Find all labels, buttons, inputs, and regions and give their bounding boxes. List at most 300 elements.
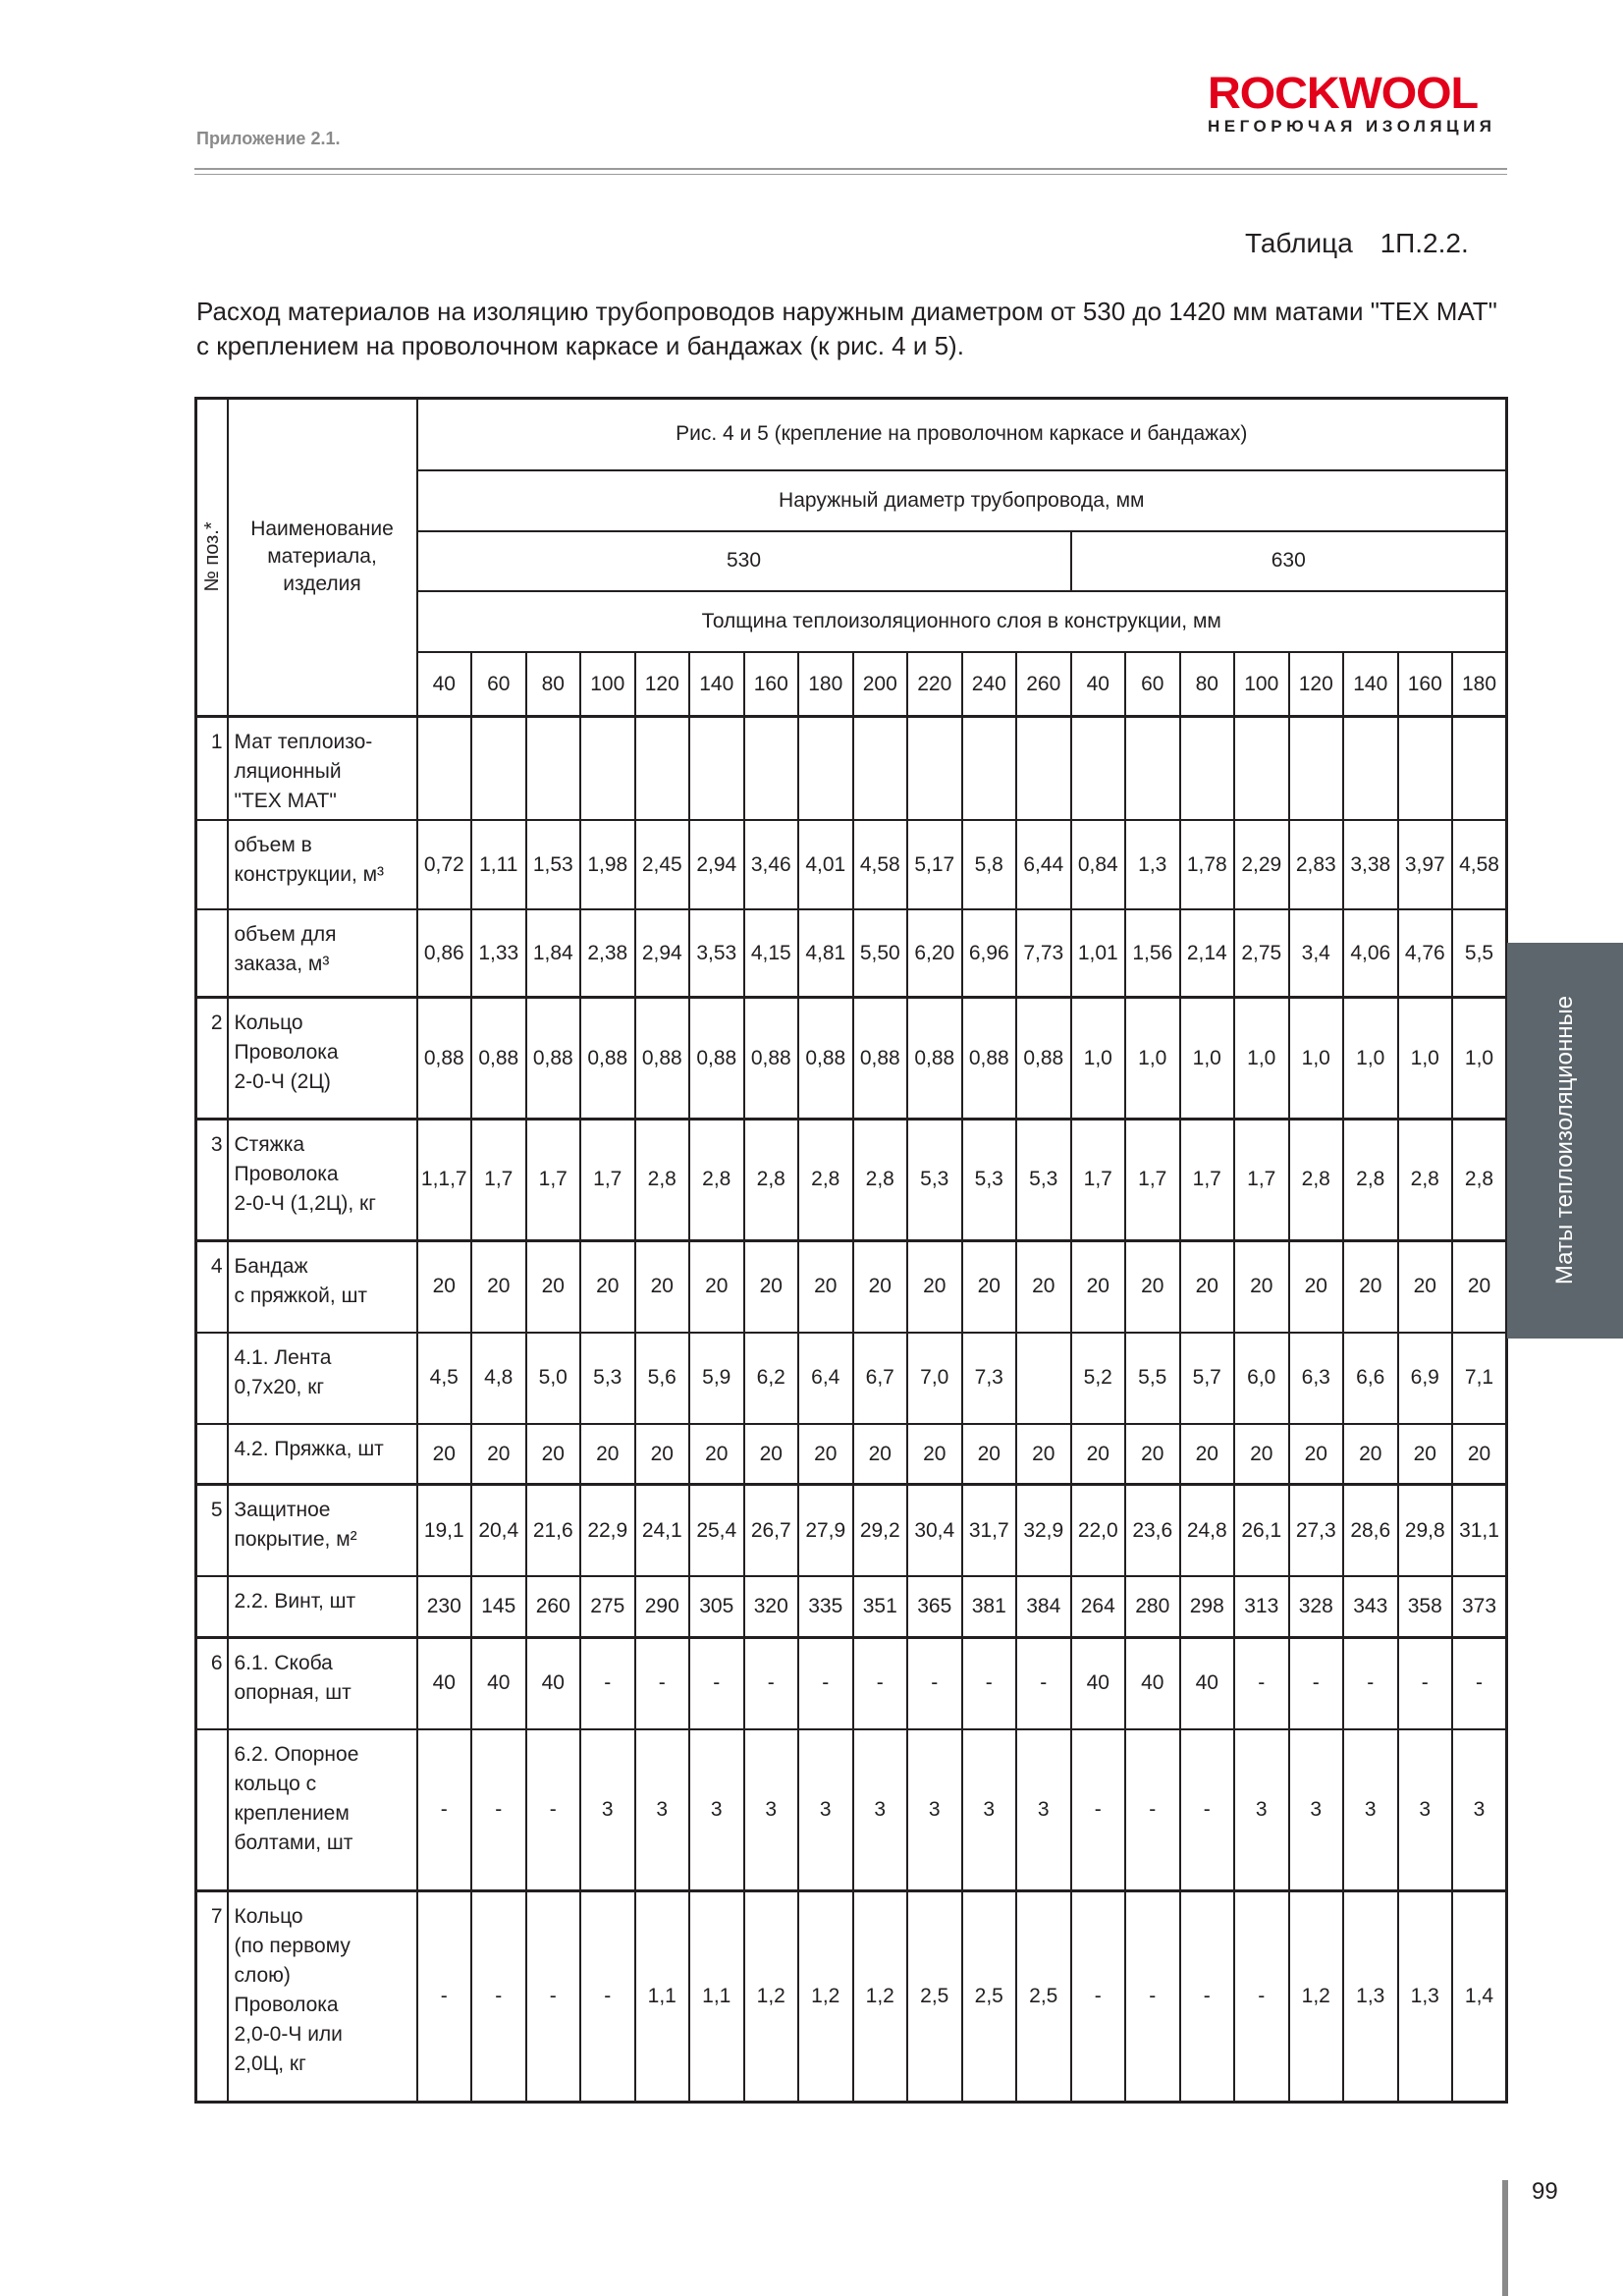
value-cell bbox=[853, 716, 908, 820]
material-name: объем в конструкции, м³ bbox=[228, 820, 417, 909]
value-cell: 381 bbox=[962, 1576, 1017, 1637]
value-cell: 3 bbox=[798, 1729, 853, 1890]
value-cell: - bbox=[471, 1729, 526, 1890]
value-cell: 4,01 bbox=[798, 820, 853, 909]
value-cell: 0,88 bbox=[907, 998, 962, 1120]
value-cell: - bbox=[962, 1637, 1017, 1728]
value-cell: 1,0 bbox=[1289, 998, 1344, 1120]
thickness-cell: 100 bbox=[1234, 652, 1289, 716]
value-cell: 20 bbox=[689, 1424, 744, 1485]
value-cell: 5,8 bbox=[962, 820, 1017, 909]
value-cell bbox=[1234, 716, 1289, 820]
thickness-cell: 140 bbox=[1343, 652, 1398, 716]
value-cell: - bbox=[1180, 1729, 1235, 1890]
value-cell: 1,78 bbox=[1180, 820, 1235, 909]
position-number bbox=[196, 1729, 228, 1890]
value-cell bbox=[1071, 716, 1126, 820]
value-cell: - bbox=[1016, 1637, 1071, 1728]
material-name: 2.2. Винт, шт bbox=[228, 1576, 417, 1637]
value-cell: 0,88 bbox=[580, 998, 635, 1120]
value-cell: 20 bbox=[1016, 1240, 1071, 1332]
value-cell bbox=[962, 716, 1017, 820]
value-cell: 6,2 bbox=[744, 1333, 799, 1424]
value-cell: 3,46 bbox=[744, 820, 799, 909]
value-cell: 1,56 bbox=[1125, 909, 1180, 997]
value-cell: 4,5 bbox=[417, 1333, 472, 1424]
value-cell: 20 bbox=[1289, 1424, 1344, 1485]
thickness-cell: 200 bbox=[853, 652, 908, 716]
value-cell bbox=[1016, 716, 1071, 820]
value-cell bbox=[417, 716, 472, 820]
position-number: 7 bbox=[196, 1890, 228, 2102]
value-cell: 3 bbox=[853, 1729, 908, 1890]
value-cell: 40 bbox=[1071, 1637, 1126, 1728]
value-cell: 2,83 bbox=[1289, 820, 1344, 909]
diameter-530: 530 bbox=[417, 531, 1071, 592]
value-cell: 2,8 bbox=[1289, 1119, 1344, 1240]
thickness-cell: 240 bbox=[962, 652, 1017, 716]
value-cell bbox=[1452, 716, 1507, 820]
value-cell: - bbox=[580, 1637, 635, 1728]
value-cell: 4,8 bbox=[471, 1333, 526, 1424]
value-cell: 5,2 bbox=[1071, 1333, 1126, 1424]
value-cell: - bbox=[1234, 1890, 1289, 2102]
table-caption: Расход материалов на изоляцию трубопроводов наружным диаметром от 530 до 1420 мм матами "ТЕХ МАТ" с креплением на проволочном каркасе и бандажах (к рис. 4 и 5). bbox=[196, 297, 1497, 360]
value-cell: 6,3 bbox=[1289, 1333, 1344, 1424]
value-cell: - bbox=[526, 1890, 581, 2102]
value-cell: 1,0 bbox=[1234, 998, 1289, 1120]
value-cell: 1,2 bbox=[798, 1890, 853, 2102]
thickness-cell: 60 bbox=[471, 652, 526, 716]
value-cell: 21,6 bbox=[526, 1485, 581, 1576]
value-cell: 20 bbox=[526, 1424, 581, 1485]
value-cell: 20 bbox=[744, 1424, 799, 1485]
value-cell: 1,01 bbox=[1071, 909, 1126, 997]
value-cell: 29,8 bbox=[1398, 1485, 1453, 1576]
value-cell: 6,0 bbox=[1234, 1333, 1289, 1424]
value-cell: 3 bbox=[1343, 1729, 1398, 1890]
value-cell: - bbox=[471, 1890, 526, 2102]
value-cell: 20 bbox=[1071, 1424, 1126, 1485]
value-cell: 3 bbox=[744, 1729, 799, 1890]
thickness-cell: 100 bbox=[580, 652, 635, 716]
table-row bbox=[196, 1424, 1507, 1485]
value-cell: 19,1 bbox=[417, 1485, 472, 1576]
value-cell: 4,81 bbox=[798, 909, 853, 997]
value-cell: 1,0 bbox=[1125, 998, 1180, 1120]
value-cell: 1,33 bbox=[471, 909, 526, 997]
table-row bbox=[196, 909, 1507, 997]
value-cell: 2,29 bbox=[1234, 820, 1289, 909]
value-cell: - bbox=[1071, 1729, 1126, 1890]
value-cell: 3,38 bbox=[1343, 820, 1398, 909]
value-cell: 313 bbox=[1234, 1576, 1289, 1637]
position-number: 3 bbox=[196, 1119, 228, 1240]
value-cell: 20 bbox=[962, 1424, 1017, 1485]
value-cell: 20 bbox=[962, 1240, 1017, 1332]
value-cell: 20 bbox=[853, 1240, 908, 1332]
value-cell: 320 bbox=[744, 1576, 799, 1637]
value-cell: 25,4 bbox=[689, 1485, 744, 1576]
position-number bbox=[196, 820, 228, 909]
value-cell: 31,7 bbox=[962, 1485, 1017, 1576]
value-cell: 20 bbox=[580, 1424, 635, 1485]
value-cell: 343 bbox=[1343, 1576, 1398, 1637]
value-cell: 26,1 bbox=[1234, 1485, 1289, 1576]
material-name: 6.2. Опорное кольцо с креплением болтами, шт bbox=[228, 1729, 417, 1890]
table-row bbox=[196, 1240, 1507, 1332]
material-name: 4.2. Пряжка, шт bbox=[228, 1424, 417, 1485]
value-cell: 6,4 bbox=[798, 1333, 853, 1424]
value-cell: 20 bbox=[744, 1240, 799, 1332]
value-cell: 230 bbox=[417, 1576, 472, 1637]
value-cell: 3 bbox=[1452, 1729, 1507, 1890]
table-row bbox=[196, 1890, 1507, 2102]
value-cell: 20 bbox=[798, 1424, 853, 1485]
value-cell: 1,2 bbox=[853, 1890, 908, 2102]
value-cell: 20 bbox=[907, 1424, 962, 1485]
value-cell: 0,88 bbox=[526, 998, 581, 1120]
value-cell: 3 bbox=[907, 1729, 962, 1890]
value-cell: 32,9 bbox=[1016, 1485, 1071, 1576]
material-name: Бандаж с пряжкой, шт bbox=[228, 1240, 417, 1332]
value-cell: 1,3 bbox=[1398, 1890, 1453, 2102]
value-cell: 384 bbox=[1016, 1576, 1071, 1637]
value-cell: 4,58 bbox=[853, 820, 908, 909]
page-number-bar bbox=[1502, 2180, 1508, 2296]
value-cell: - bbox=[1452, 1637, 1507, 1728]
value-cell: 20 bbox=[526, 1240, 581, 1332]
value-cell: 6,96 bbox=[962, 909, 1017, 997]
value-cell: 7,73 bbox=[1016, 909, 1071, 997]
value-cell: 5,5 bbox=[1452, 909, 1507, 997]
value-cell: 1,11 bbox=[471, 820, 526, 909]
value-cell: - bbox=[1071, 1890, 1126, 2102]
table-number: Таблица 1П.2.2. bbox=[1245, 228, 1469, 258]
value-cell: - bbox=[1125, 1890, 1180, 2102]
value-cell: 27,9 bbox=[798, 1485, 853, 1576]
value-cell: 3 bbox=[1234, 1729, 1289, 1890]
value-cell: 2,8 bbox=[853, 1119, 908, 1240]
page-number: 99 bbox=[1532, 2178, 1558, 2205]
value-cell bbox=[635, 716, 690, 820]
value-cell: 145 bbox=[471, 1576, 526, 1637]
value-cell: 20 bbox=[1452, 1424, 1507, 1485]
value-cell: 5,7 bbox=[1180, 1333, 1235, 1424]
value-cell: 20 bbox=[1125, 1240, 1180, 1332]
table-row bbox=[196, 820, 1507, 909]
value-cell: 275 bbox=[580, 1576, 635, 1637]
value-cell: 40 bbox=[1180, 1637, 1235, 1728]
value-cell: 1,7 bbox=[1125, 1119, 1180, 1240]
value-cell: 6,20 bbox=[907, 909, 962, 997]
value-cell: 23,6 bbox=[1125, 1485, 1180, 1576]
value-cell: 0,88 bbox=[962, 998, 1017, 1120]
value-cell: 3 bbox=[689, 1729, 744, 1890]
value-cell: 5,6 bbox=[635, 1333, 690, 1424]
header-row-figure bbox=[196, 399, 1507, 470]
position-number: 4 bbox=[196, 1240, 228, 1332]
value-cell: 3 bbox=[1016, 1729, 1071, 1890]
value-cell bbox=[1180, 716, 1235, 820]
material-name: 6.1. Скоба опорная, шт bbox=[228, 1637, 417, 1728]
table-row bbox=[196, 1576, 1507, 1637]
materials-table bbox=[194, 397, 1508, 2104]
value-cell bbox=[1016, 1333, 1071, 1424]
value-cell: 20 bbox=[689, 1240, 744, 1332]
value-cell: 1,0 bbox=[1071, 998, 1126, 1120]
value-cell: 1,7 bbox=[471, 1119, 526, 1240]
value-cell: 1,0 bbox=[1343, 998, 1398, 1120]
logo-tagline: НЕГОРЮЧАЯ ИЗОЛЯЦИЯ bbox=[1208, 117, 1496, 136]
material-name: Мат теплоизо- ляционный "ТЕХ МАТ" bbox=[228, 716, 417, 820]
value-cell: 20 bbox=[417, 1240, 472, 1332]
value-cell bbox=[907, 716, 962, 820]
value-cell: 6,9 bbox=[1398, 1333, 1453, 1424]
value-cell: 20 bbox=[1398, 1424, 1453, 1485]
value-cell: 20 bbox=[1071, 1240, 1126, 1332]
value-cell: 2,8 bbox=[1398, 1119, 1453, 1240]
value-cell: 2,8 bbox=[1452, 1119, 1507, 1240]
value-cell: 0,88 bbox=[635, 998, 690, 1120]
value-cell: 27,3 bbox=[1289, 1485, 1344, 1576]
value-cell: 1,4 bbox=[1452, 1890, 1507, 2102]
value-cell: 2,8 bbox=[1343, 1119, 1398, 1240]
value-cell: 298 bbox=[1180, 1576, 1235, 1637]
value-cell: 7,1 bbox=[1452, 1333, 1507, 1424]
name-header: Наименование материала, изделия bbox=[228, 399, 417, 717]
value-cell: 260 bbox=[526, 1576, 581, 1637]
value-cell: 264 bbox=[1071, 1576, 1126, 1637]
value-cell: 20 bbox=[1180, 1240, 1235, 1332]
value-cell: 2,94 bbox=[635, 909, 690, 997]
thickness-cell: 120 bbox=[1289, 652, 1344, 716]
value-cell: 305 bbox=[689, 1576, 744, 1637]
value-cell: 2,8 bbox=[798, 1119, 853, 1240]
value-cell: 6,7 bbox=[853, 1333, 908, 1424]
value-cell: 20 bbox=[907, 1240, 962, 1332]
value-cell bbox=[1289, 716, 1344, 820]
table-row bbox=[196, 1729, 1507, 1890]
value-cell: 1,3 bbox=[1343, 1890, 1398, 2102]
value-cell: 20 bbox=[798, 1240, 853, 1332]
value-cell: 20 bbox=[580, 1240, 635, 1332]
value-cell: 20 bbox=[1125, 1424, 1180, 1485]
thickness-header: Толщина теплоизоляционного слоя в конструкции, мм bbox=[417, 591, 1507, 652]
value-cell: 0,72 bbox=[417, 820, 472, 909]
table-row bbox=[196, 1119, 1507, 1240]
table-row bbox=[196, 1485, 1507, 1576]
position-number bbox=[196, 1333, 228, 1424]
value-cell: 40 bbox=[1125, 1637, 1180, 1728]
table-row bbox=[196, 716, 1507, 820]
value-cell: 2,94 bbox=[689, 820, 744, 909]
value-cell: - bbox=[1125, 1729, 1180, 1890]
value-cell: 5,50 bbox=[853, 909, 908, 997]
value-cell: 26,7 bbox=[744, 1485, 799, 1576]
value-cell: 1,7 bbox=[526, 1119, 581, 1240]
value-cell: 20 bbox=[1234, 1240, 1289, 1332]
value-cell: - bbox=[907, 1637, 962, 1728]
value-cell: 1,0 bbox=[1398, 998, 1453, 1120]
value-cell: 3 bbox=[1398, 1729, 1453, 1890]
pos-header: № поз.* bbox=[196, 399, 228, 717]
value-cell bbox=[1398, 716, 1453, 820]
position-number: 2 bbox=[196, 998, 228, 1120]
value-cell: 2,38 bbox=[580, 909, 635, 997]
value-cell: 2,5 bbox=[907, 1890, 962, 2102]
thickness-cell: 140 bbox=[689, 652, 744, 716]
figure-header: Рис. 4 и 5 (крепление на проволочном каркасе и бандажах) bbox=[417, 399, 1507, 470]
value-cell: 5,3 bbox=[580, 1333, 635, 1424]
value-cell: 28,6 bbox=[1343, 1485, 1398, 1576]
value-cell: 5,9 bbox=[689, 1333, 744, 1424]
value-cell: 20 bbox=[1452, 1240, 1507, 1332]
side-section-tab: Маты теплоизоляционные bbox=[1507, 943, 1623, 1339]
thickness-cell: 180 bbox=[798, 652, 853, 716]
value-cell: 3 bbox=[1289, 1729, 1344, 1890]
material-name: 4.1. Лента 0,7х20, кг bbox=[228, 1333, 417, 1424]
value-cell: 20 bbox=[1180, 1424, 1235, 1485]
thickness-cell: 60 bbox=[1125, 652, 1180, 716]
value-cell: 4,15 bbox=[744, 909, 799, 997]
value-cell: - bbox=[689, 1637, 744, 1728]
material-name: Защитное покрытие, м² bbox=[228, 1485, 417, 1576]
value-cell: 358 bbox=[1398, 1576, 1453, 1637]
value-cell: 2,45 bbox=[635, 820, 690, 909]
value-cell: 20 bbox=[417, 1424, 472, 1485]
value-cell: - bbox=[635, 1637, 690, 1728]
position-number bbox=[196, 1576, 228, 1637]
value-cell: 5,3 bbox=[1016, 1119, 1071, 1240]
value-cell: 0,88 bbox=[853, 998, 908, 1120]
value-cell: 2,8 bbox=[744, 1119, 799, 1240]
value-cell: 1,7 bbox=[1234, 1119, 1289, 1240]
value-cell: 20 bbox=[1398, 1240, 1453, 1332]
value-cell: 1,1 bbox=[689, 1890, 744, 2102]
value-cell: 7,0 bbox=[907, 1333, 962, 1424]
value-cell: 3 bbox=[580, 1729, 635, 1890]
value-cell: 20 bbox=[1343, 1240, 1398, 1332]
value-cell: 0,88 bbox=[471, 998, 526, 1120]
value-cell: 24,8 bbox=[1180, 1485, 1235, 1576]
value-cell: 20 bbox=[1016, 1424, 1071, 1485]
value-cell: 1,7 bbox=[580, 1119, 635, 1240]
value-cell: 1,53 bbox=[526, 820, 581, 909]
value-cell bbox=[526, 716, 581, 820]
value-cell: - bbox=[1343, 1637, 1398, 1728]
position-number bbox=[196, 909, 228, 997]
value-cell: 5,0 bbox=[526, 1333, 581, 1424]
value-cell: 22,9 bbox=[580, 1485, 635, 1576]
value-cell bbox=[1125, 716, 1180, 820]
value-cell: 3 bbox=[635, 1729, 690, 1890]
value-cell: 22,0 bbox=[1071, 1485, 1126, 1576]
thickness-cell: 180 bbox=[1452, 652, 1507, 716]
value-cell: 6,6 bbox=[1343, 1333, 1398, 1424]
value-cell: 2,14 bbox=[1180, 909, 1235, 997]
value-cell: 1,0 bbox=[1452, 998, 1507, 1120]
position-number: 6 bbox=[196, 1637, 228, 1728]
value-cell: 335 bbox=[798, 1576, 853, 1637]
diameter-630: 630 bbox=[1071, 531, 1507, 592]
value-cell: - bbox=[744, 1637, 799, 1728]
value-cell bbox=[580, 716, 635, 820]
value-cell: 3,97 bbox=[1398, 820, 1453, 909]
value-cell: 365 bbox=[907, 1576, 962, 1637]
material-name: Кольцо Проволока 2-0-Ч (2Ц) bbox=[228, 998, 417, 1120]
table-row bbox=[196, 1333, 1507, 1424]
value-cell: 20 bbox=[471, 1240, 526, 1332]
value-cell: 4,76 bbox=[1398, 909, 1453, 997]
value-cell: 20 bbox=[1234, 1424, 1289, 1485]
value-cell: 0,88 bbox=[798, 998, 853, 1120]
header-rule bbox=[194, 168, 1507, 170]
thickness-cell: 40 bbox=[417, 652, 472, 716]
value-cell: 1,98 bbox=[580, 820, 635, 909]
value-cell: 1,3 bbox=[1125, 820, 1180, 909]
thickness-cell: 260 bbox=[1016, 652, 1071, 716]
table-row bbox=[196, 1637, 1507, 1728]
value-cell: 0,88 bbox=[689, 998, 744, 1120]
value-cell: - bbox=[1398, 1637, 1453, 1728]
value-cell: 7,3 bbox=[962, 1333, 1017, 1424]
value-cell: 1,2 bbox=[1289, 1890, 1344, 2102]
value-cell: 1,7 bbox=[1180, 1119, 1235, 1240]
material-name: Кольцо (по первому слою) Проволока 2,0-0-Ч или 2,0Ц, кг bbox=[228, 1890, 417, 2102]
value-cell: 373 bbox=[1452, 1576, 1507, 1637]
value-cell: 1,1,7 bbox=[417, 1119, 472, 1240]
value-cell: 3,4 bbox=[1289, 909, 1344, 997]
value-cell: 24,1 bbox=[635, 1485, 690, 1576]
position-number: 1 bbox=[196, 716, 228, 820]
thickness-cell: 40 bbox=[1071, 652, 1126, 716]
value-cell: 5,3 bbox=[907, 1119, 962, 1240]
value-cell: 5,5 bbox=[1125, 1333, 1180, 1424]
value-cell: 1,0 bbox=[1180, 998, 1235, 1120]
thickness-cell: 160 bbox=[744, 652, 799, 716]
value-cell: 5,17 bbox=[907, 820, 962, 909]
value-cell: 20 bbox=[853, 1424, 908, 1485]
rockwool-logo bbox=[1208, 68, 1512, 137]
value-cell: 20 bbox=[1343, 1424, 1398, 1485]
value-cell: 1,1 bbox=[635, 1890, 690, 2102]
value-cell: 31,1 bbox=[1452, 1485, 1507, 1576]
value-cell bbox=[1343, 716, 1398, 820]
logo-wordmark: ROCKWOOL bbox=[1208, 68, 1479, 118]
value-cell: 5,3 bbox=[962, 1119, 1017, 1240]
value-cell: 30,4 bbox=[907, 1485, 962, 1576]
value-cell: 2,75 bbox=[1234, 909, 1289, 997]
value-cell: 20 bbox=[635, 1424, 690, 1485]
value-cell: - bbox=[526, 1729, 581, 1890]
value-cell bbox=[689, 716, 744, 820]
value-cell: 40 bbox=[471, 1637, 526, 1728]
value-cell: 4,06 bbox=[1343, 909, 1398, 997]
value-cell: - bbox=[1234, 1637, 1289, 1728]
value-cell: 29,2 bbox=[853, 1485, 908, 1576]
table-row bbox=[196, 998, 1507, 1120]
value-cell: 1,2 bbox=[744, 1890, 799, 2102]
value-cell: 0,88 bbox=[1016, 998, 1071, 1120]
value-cell: 2,8 bbox=[689, 1119, 744, 1240]
thickness-cell: 120 bbox=[635, 652, 690, 716]
value-cell: 0,88 bbox=[744, 998, 799, 1120]
thickness-cell: 80 bbox=[1180, 652, 1235, 716]
value-cell: - bbox=[798, 1637, 853, 1728]
diameter-header: Наружный диаметр трубопровода, мм bbox=[417, 470, 1507, 531]
value-cell: - bbox=[580, 1890, 635, 2102]
